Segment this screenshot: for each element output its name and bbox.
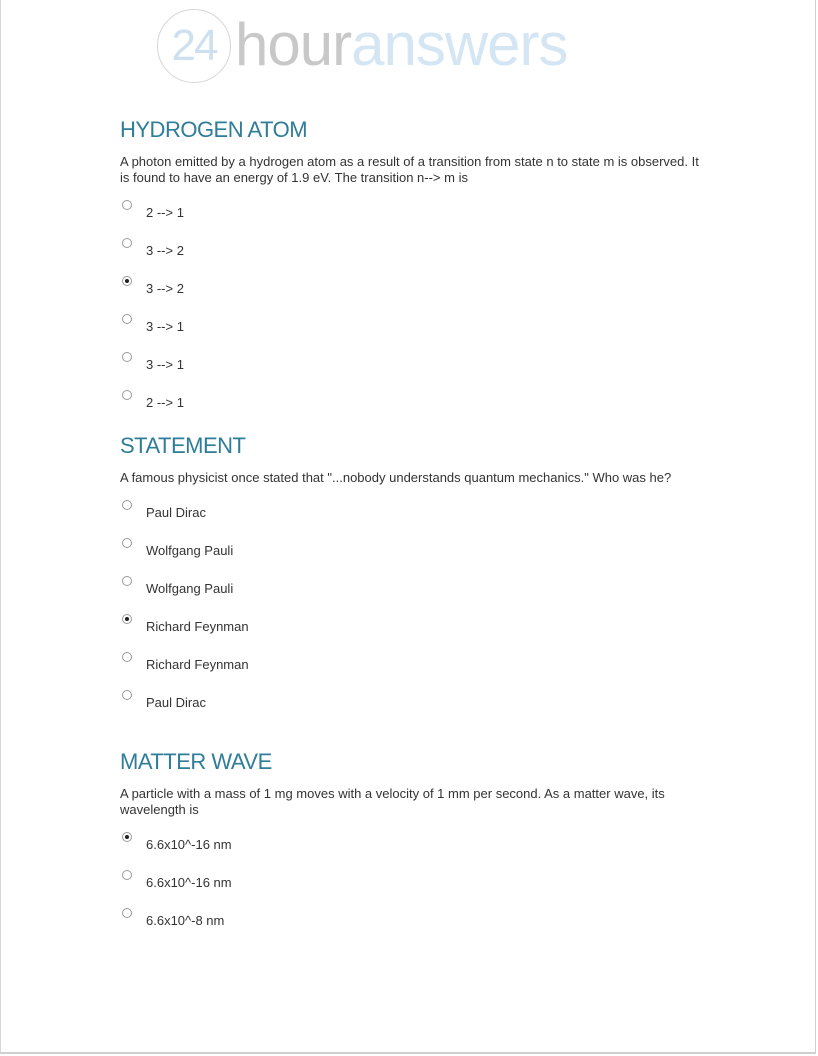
logo-word-hour: hour [235,11,352,78]
section-matter-wave [120,748,720,928]
radio-button[interactable] [122,314,132,324]
radio-button[interactable] [122,832,132,842]
option-label: 3 --> 1 [146,357,184,372]
question-text: A photon emitted by a hydrogen atom as a result of a transition from state n to state m is observed. It is found to have an energy of 1.9 eV. The transition n--> m is [120,154,699,185]
option-label: 3 --> 2 [146,281,184,296]
radio-button[interactable] [122,538,132,548]
option-label: Richard Feynman [146,657,249,672]
logo [157,12,568,78]
radio-button[interactable] [122,652,132,662]
option-label: Wolfgang Pauli [146,543,234,558]
logo-word-answers: answers [351,11,568,78]
section-title: HYDROGEN ATOM [120,117,308,142]
radio-button[interactable] [122,576,132,586]
option-label: 2 --> 1 [146,205,184,220]
option-label: Wolfgang Pauli [146,581,234,596]
option-label: 3 --> 1 [146,319,184,334]
radio-button[interactable] [122,352,132,362]
radio-button[interactable] [122,614,132,624]
question-text: A particle with a mass of 1 mg moves with a velocity of 1 mm per second. As a matter wave, its wavelength is [120,786,665,817]
section-hydrogen-atom [120,116,720,410]
radio-button[interactable] [122,200,132,210]
option-label: 3 --> 2 [146,243,184,258]
option-label: Paul Dirac [146,695,206,710]
option-label: 6.6x10^-16 nm [146,875,232,890]
option-label: Paul Dirac [146,505,206,520]
radio-button[interactable] [122,238,132,248]
radio-button[interactable] [122,908,132,918]
radio-button[interactable] [122,690,132,700]
option-label: 6.6x10^-16 nm [146,837,232,852]
section-title: MATTER WAVE [120,749,272,774]
radio-button[interactable] [122,390,132,400]
section-statement [120,432,720,710]
option-label: 6.6x10^-8 nm [146,913,225,928]
section-title: STATEMENT [120,433,246,458]
radio-button[interactable] [122,500,132,510]
radio-button[interactable] [122,870,132,880]
question-text: A famous physicist once stated that "...nobody understands quantum mechanics." Who was he? [120,470,672,485]
option-label: Richard Feynman [146,619,249,634]
option-label: 2 --> 1 [146,395,184,410]
logo-number: 24 [157,9,231,83]
radio-button[interactable] [122,276,132,286]
